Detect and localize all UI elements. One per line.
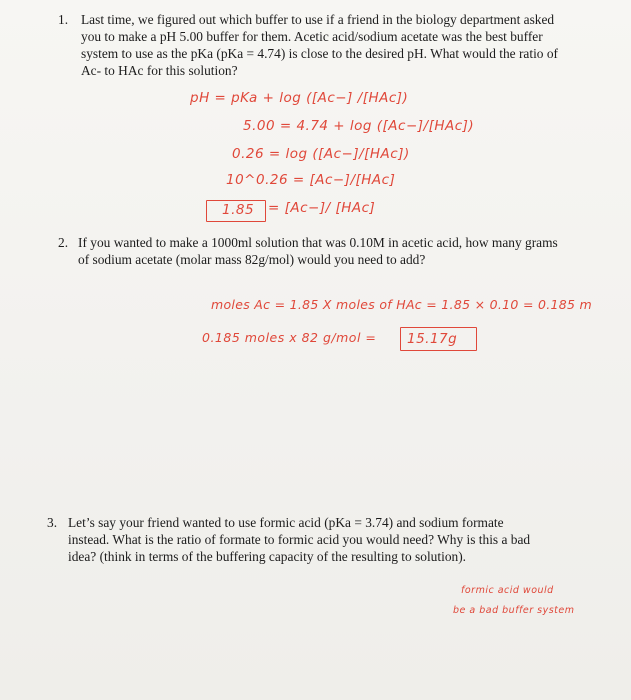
question-line: If you wanted to make a 1000ml solution that was 0.10M in acetic acid, how many grams — [78, 235, 558, 250]
question-text — [78, 234, 558, 268]
question-line: of sodium acetate (molar mass 82g/mol) would you need to add? — [78, 252, 426, 267]
question-line: you to make a pH 5.00 buffer for them. Acetic acid/sodium acetate was the best buffer — [81, 29, 543, 44]
question-line: Let’s say your friend wanted to use formic acid (pKa = 3.74) and sodium formate — [68, 515, 504, 530]
question-line: instead. What is the ratio of formate to formic acid you would need? Why is this a bad — [68, 532, 531, 547]
handwritten-equation: 0.26 = log ([Ac−]/[HAc]) — [232, 146, 410, 162]
handwritten-equation: pH = pKa + log ([Ac−] /[HAc]) — [190, 90, 409, 106]
handwritten-note: be a bad buffer system — [453, 605, 575, 616]
handwritten-answer: 15.17g — [407, 331, 458, 347]
handwritten-answer: 1.85 — [222, 202, 255, 218]
question-number: 3. — [47, 515, 58, 530]
question-text — [81, 11, 558, 79]
question-line: system to use as the pKa (pKa = 4.74) is close to the desired pH. What would the ratio of — [81, 46, 558, 61]
handwritten-equation: 5.00 = 4.74 + log ([Ac−]/[HAc]) — [243, 118, 475, 134]
handwritten-equation: 10^0.26 = [Ac−]/[HAc] — [226, 172, 396, 188]
question-line: Last time, we figured out which buffer to use if a friend in the biology department asked — [81, 12, 555, 27]
question-line: idea? (think in terms of the buffering capacity of the resulting to solution). — [68, 549, 467, 564]
question-text — [68, 514, 530, 565]
question-number: 1. — [58, 12, 69, 27]
handwritten-equation: = [Ac−]/ [HAc] — [268, 200, 376, 216]
question-line: Ac- to HAc for this solution? — [81, 63, 238, 78]
question-number: 2. — [58, 235, 69, 250]
handwritten-calculation: moles Ac = 1.85 X moles of HAc = 1.85 × 0.10 = 0.185 m — [211, 297, 593, 312]
handwritten-note: formic acid would — [461, 585, 554, 596]
handwritten-calculation: 0.185 moles x 82 g/mol = — [202, 330, 377, 345]
